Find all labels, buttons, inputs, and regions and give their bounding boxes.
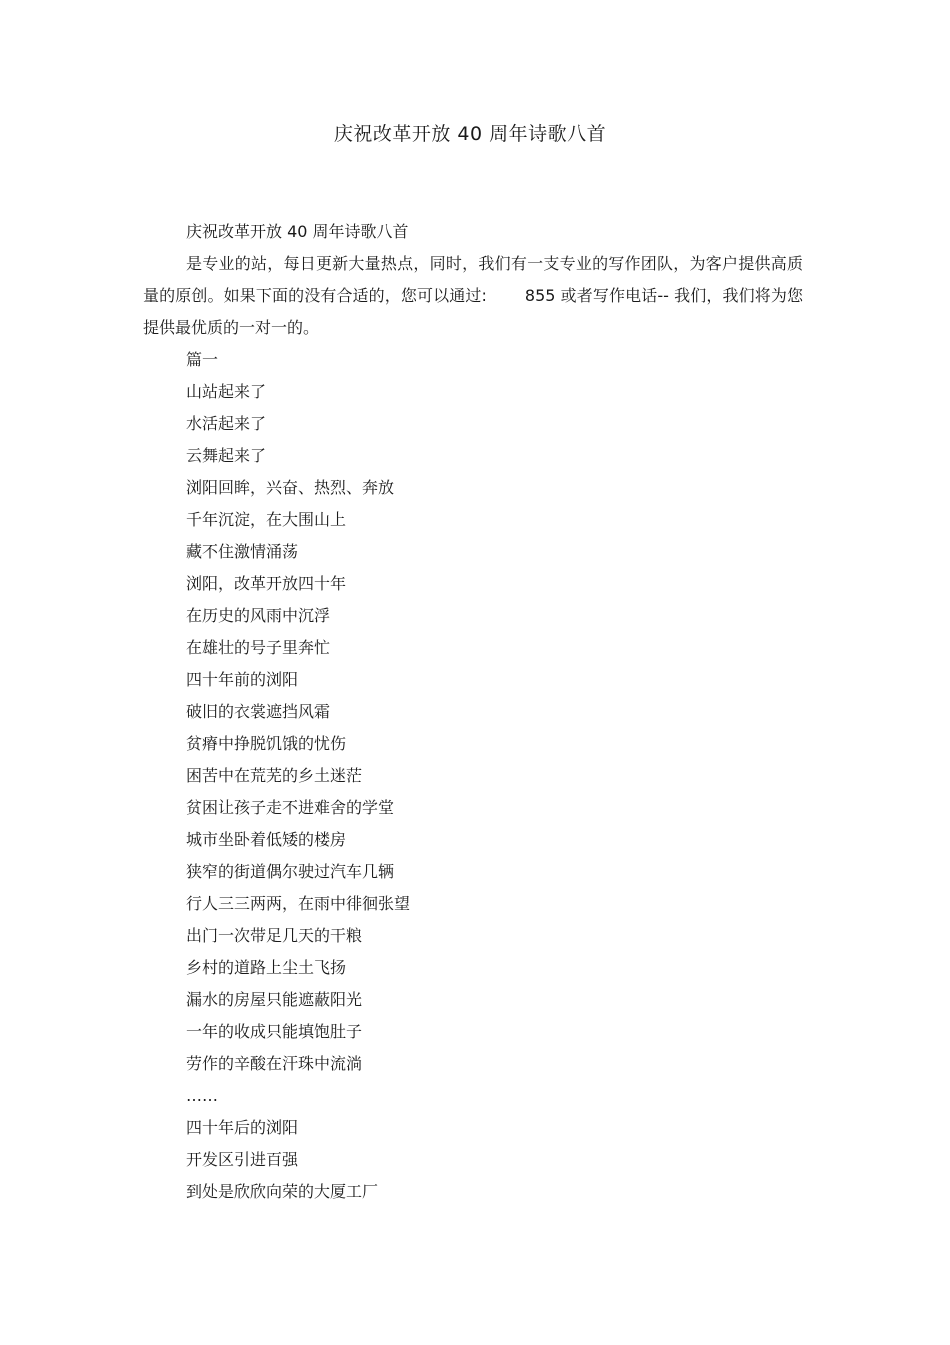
poem — [143, 344, 803, 1208]
document-title: 庆祝改革开放 40 周年诗歌八首 — [333, 123, 607, 145]
poem-line: 城市坐卧着低矮的楼房 — [186, 830, 347, 849]
document-subtitle: 庆祝改革开放 40 周年诗歌八首 — [186, 222, 409, 241]
poem-line: 出门一次带足几天的干粮 — [186, 926, 363, 945]
poem-line: 一年的收成只能填饱肚子 — [186, 1022, 363, 1041]
poem-line: 浏阳回眸，兴奋、热烈、奔放 — [186, 478, 395, 497]
poem-line: 四十年前的浏阳 — [186, 670, 299, 689]
poem-line: 千年沉淀，在大围山上 — [186, 510, 347, 529]
poem-line: 劳作的辛酸在汗珠中流淌 — [186, 1054, 363, 1073]
poem-line: 水活起来了 — [186, 414, 267, 433]
intro-paragraph — [143, 248, 803, 344]
intro-number: 855 或者写作电 — [524, 286, 642, 305]
poem-line: 浏阳，改革开放四十年 — [186, 574, 347, 593]
poem-line: 贫瘠中挣脱饥饿的忧伤 — [186, 734, 347, 753]
document-body — [143, 216, 803, 1208]
poem-line: 四十年后的浏阳 — [186, 1118, 299, 1137]
poem-line: 破旧的衣裳遮挡风霜 — [186, 702, 331, 721]
poem-line: 狭窄的街道偶尔驶过汽车几辆 — [186, 862, 395, 881]
poem-line: 云舞起来了 — [186, 446, 267, 465]
section-heading: 篇一 — [186, 350, 219, 369]
poem-ellipsis: …… — [186, 1086, 218, 1105]
poem-line: 在雄壮的号子里奔忙 — [186, 638, 331, 657]
poem-line: 山站起来了 — [186, 382, 267, 401]
intro-text-part2: 话-- 我们，我们将为您提供最优质的一对一的。 — [143, 286, 803, 337]
poem-line: 开发区引进百强 — [186, 1150, 299, 1169]
poem-line: 到处是欣欣向荣的大厦工厂 — [186, 1182, 379, 1201]
poem-line: 乡村的道路上尘土飞扬 — [186, 958, 347, 977]
poem-line: 在历史的风雨中沉浮 — [186, 606, 331, 625]
poem-line: 行人三三两两，在雨中徘徊张望 — [186, 894, 411, 913]
poem-line: 漏水的房屋只能遮蔽阳光 — [186, 990, 363, 1009]
poem-line: 困苦中在荒芜的乡土迷茫 — [186, 766, 363, 785]
poem-line: 贫困让孩子走不进难舍的学堂 — [186, 798, 395, 817]
poem-line: 藏不住激情涌荡 — [186, 542, 299, 561]
intro-text-part1: 是专业的站，每日更新大量热点，同时，我们有一支专业的写作团队，为客户提供高质量的原创。如果下面的没有合适的，您可以通过: — [143, 254, 803, 305]
